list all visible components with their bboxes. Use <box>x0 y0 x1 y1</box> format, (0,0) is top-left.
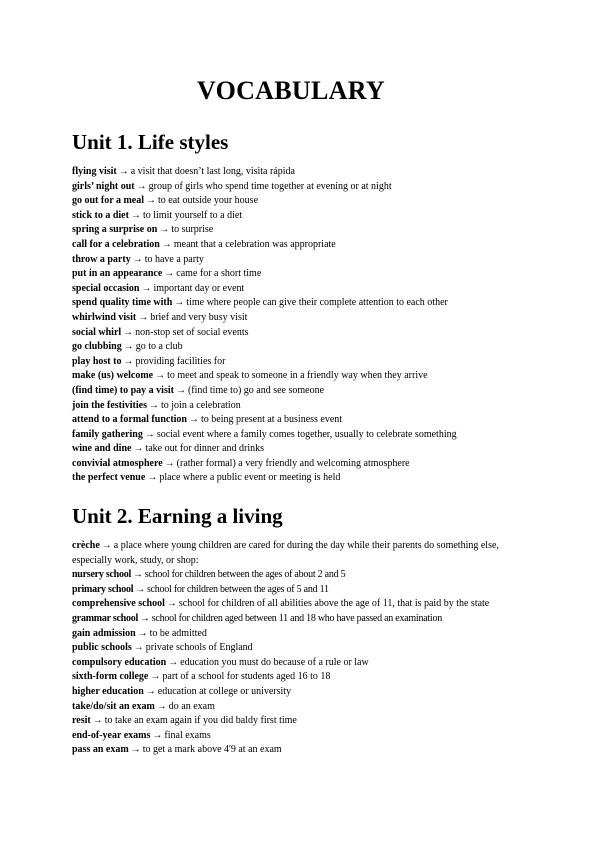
arrow-icon: → <box>135 583 145 595</box>
vocabulary-term: go out for a meal <box>72 195 145 207</box>
vocabulary-term: public schools <box>72 642 132 654</box>
vocabulary-term: spend quality time with <box>72 297 173 309</box>
vocabulary-entry <box>72 355 510 370</box>
vocabulary-definition: social event where a family comes together, usually to celebrate something <box>156 428 457 440</box>
vocabulary-definition: important day or event <box>153 282 245 294</box>
vocabulary-entry <box>72 471 510 486</box>
vocabulary-entry <box>72 165 510 180</box>
vocabulary-definition: place where a public event or meeting is held <box>159 472 341 484</box>
vocabulary-definition: to have a party <box>144 253 204 265</box>
vocabulary-entry <box>72 641 510 656</box>
arrow-icon: → <box>92 715 103 727</box>
vocabulary-entry <box>72 428 510 443</box>
vocabulary-term: primary school <box>72 583 134 595</box>
vocabulary-term: flying visit <box>72 166 117 177</box>
vocabulary-entry <box>72 413 510 428</box>
arrow-icon: → <box>146 195 157 207</box>
arrow-icon: → <box>141 282 152 294</box>
vocabulary-definition: go to a club <box>135 341 183 353</box>
arrow-icon: → <box>130 744 141 756</box>
arrow-icon: → <box>133 443 144 455</box>
vocabulary-definition: school for children between the ages of about 2 and 5 <box>144 569 346 581</box>
arrow-icon: → <box>164 457 175 469</box>
unit-section <box>72 504 510 758</box>
vocabulary-term: stick to a diet <box>72 209 129 221</box>
vocabulary-entry <box>72 442 510 457</box>
vocabulary-entry <box>72 670 510 685</box>
arrow-icon: → <box>145 686 156 697</box>
vocabulary-term: compulsory education <box>72 656 167 668</box>
vocabulary-definition: part of a school for students aged 16 to 18 <box>162 671 331 683</box>
vocabulary-term: comprehensive school <box>72 598 165 610</box>
vocabulary-definition: to join a celebration <box>161 399 241 411</box>
arrow-icon: → <box>147 472 158 484</box>
vocabulary-definition: to surprise <box>171 224 214 236</box>
vocabulary-definition: to meet and speak to someone in a friendly way when they arrive <box>167 370 428 382</box>
vocabulary-definition: private schools of England <box>145 642 253 654</box>
vocabulary-entry <box>72 384 510 399</box>
vocabulary-entry <box>72 311 510 326</box>
vocabulary-definition: final exams <box>164 729 211 741</box>
vocabulary-definition: take out for dinner and drinks <box>145 443 265 455</box>
vocabulary-term: nursery school <box>72 569 131 581</box>
vocabulary-entry <box>72 743 510 758</box>
vocabulary-definition: school for children of all abilities above the age of 11, that is paid by the state <box>178 598 490 610</box>
vocabulary-entry <box>72 729 510 744</box>
arrow-icon: → <box>138 311 149 323</box>
vocabulary-term: higher education <box>72 686 144 697</box>
vocabulary-term: make (us) welcome <box>72 370 154 382</box>
unit-section <box>72 130 510 486</box>
vocabulary-term: social whirl <box>72 326 122 338</box>
unit-heading: Unit 1. Life styles <box>72 130 229 154</box>
vocabulary-entry <box>72 568 510 583</box>
arrow-icon: → <box>156 700 167 712</box>
vocabulary-term: resit <box>72 715 91 727</box>
vocabulary-definition: to being present at a business event <box>201 414 343 426</box>
vocabulary-entry <box>72 457 510 472</box>
vocabulary-term: (find time) to pay a visit <box>72 384 174 396</box>
vocabulary-term: wine and dine <box>72 443 132 455</box>
vocabulary-definition: a visit that doesn’t last long, visita rápida <box>130 166 295 177</box>
arrow-icon: → <box>144 428 155 440</box>
vocabulary-definition: time where people can give their complete attention to each other <box>186 297 448 309</box>
vocabulary-definition: brief and very busy visit <box>150 311 248 323</box>
vocabulary-definition: to be admitted <box>149 627 207 639</box>
vocabulary-list <box>72 539 510 758</box>
page-title: VOCABULARY <box>197 76 385 105</box>
arrow-icon: → <box>133 569 143 581</box>
vocabulary-entry <box>72 194 510 209</box>
vocabulary-entry <box>72 685 510 700</box>
arrow-icon: → <box>118 166 129 177</box>
vocabulary-entry <box>72 296 510 311</box>
vocabulary-term: grammar school <box>72 613 139 625</box>
arrow-icon: → <box>150 671 161 683</box>
vocabulary-definition: non-stop set of social events <box>135 326 249 338</box>
vocabulary-entry <box>72 583 510 598</box>
vocabulary-term: sixth-form college <box>72 671 149 683</box>
vocabulary-term: gain admission <box>72 627 136 639</box>
vocabulary-definition: school for children aged between 11 and 18 who have passed an examination <box>151 613 442 625</box>
arrow-icon: → <box>132 253 143 265</box>
vocabulary-term: the perfect venue <box>72 472 146 484</box>
arrow-icon: → <box>161 238 172 250</box>
vocabulary-term: girls’ night out <box>72 180 135 192</box>
vocabulary-entry <box>72 369 510 384</box>
vocabulary-entry <box>72 223 510 238</box>
vocabulary-term: whirlwind visit <box>72 311 137 323</box>
vocabulary-entry <box>72 656 510 671</box>
arrow-icon: → <box>175 384 186 396</box>
vocabulary-definition: education you must do because of a rule or law <box>180 656 369 668</box>
vocabulary-entry <box>72 399 510 414</box>
vocabulary-definition: school for children between the ages of 5 and 11 <box>146 583 329 595</box>
vocabulary-definition: do an exam <box>168 700 215 712</box>
vocabulary-definition: providing facilities for <box>135 355 226 367</box>
arrow-icon: → <box>168 656 179 668</box>
arrow-icon: → <box>174 297 185 309</box>
vocabulary-entry <box>72 267 510 282</box>
vocabulary-definition: (find time to) go and see someone <box>187 384 325 396</box>
vocabulary-entry <box>72 253 510 268</box>
vocabulary-entry <box>72 539 510 568</box>
vocabulary-entry <box>72 714 510 729</box>
vocabulary-definition: group of girls who spend time together at evening or at night <box>148 180 392 192</box>
arrow-icon: → <box>159 224 170 236</box>
vocabulary-definition: meant that a celebration was appropriate <box>173 238 336 250</box>
vocabulary-entry <box>72 340 510 355</box>
arrow-icon: → <box>130 209 141 221</box>
arrow-icon: → <box>140 613 150 625</box>
arrow-icon: → <box>123 355 134 367</box>
vocabulary-term: convivial atmosphere <box>72 457 163 469</box>
arrow-icon: → <box>133 642 144 654</box>
vocabulary-definition: a place where young children are cared for during the day while their parents do something else, especially work, study, or shop: <box>72 540 499 566</box>
arrow-icon: → <box>123 326 134 338</box>
vocabulary-entry <box>72 209 510 224</box>
vocabulary-entry <box>72 282 510 297</box>
arrow-icon: → <box>101 540 112 552</box>
arrow-icon: → <box>164 268 175 280</box>
vocabulary-term: call for a celebration <box>72 238 160 250</box>
arrow-icon: → <box>137 627 148 639</box>
vocabulary-entry <box>72 597 510 612</box>
vocabulary-definition: came for a short time <box>176 268 262 280</box>
vocabulary-sections <box>72 130 510 758</box>
vocabulary-term: end-of-year exams <box>72 729 151 741</box>
vocabulary-term: family gathering <box>72 428 143 440</box>
arrow-icon: → <box>152 729 163 741</box>
vocabulary-term: spring a surprise on <box>72 224 158 236</box>
vocabulary-term: put in an appearance <box>72 268 163 280</box>
vocabulary-entry <box>72 238 510 253</box>
vocabulary-definition: to take an exam again if you did baldy first time <box>104 715 297 727</box>
vocabulary-list <box>72 165 510 486</box>
vocabulary-definition: (rather formal) a very friendly and welcoming atmosphere <box>176 457 410 469</box>
vocabulary-term: special occasion <box>72 282 140 294</box>
vocabulary-entry <box>72 180 510 195</box>
vocabulary-term: crèche <box>72 540 100 552</box>
vocabulary-definition: to get a mark above 4'9 at an exam <box>142 744 282 756</box>
vocabulary-term: attend to a formal function <box>72 414 187 426</box>
arrow-icon: → <box>123 341 134 353</box>
vocabulary-entry <box>72 612 510 627</box>
vocabulary-definition: education at college or university <box>157 686 292 697</box>
arrow-icon: → <box>136 180 147 192</box>
vocabulary-entry <box>72 326 510 341</box>
vocabulary-term: throw a party <box>72 253 131 265</box>
vocabulary-definition: to limit yourself to a diet <box>142 209 243 221</box>
unit-heading: Unit 2. Earning a living <box>72 504 283 529</box>
vocabulary-entry <box>72 627 510 642</box>
vocabulary-entry <box>72 700 510 715</box>
arrow-icon: → <box>189 414 199 426</box>
arrow-icon: → <box>149 399 159 411</box>
vocabulary-term: join the festivities <box>72 399 147 411</box>
vocabulary-term: go clubbing <box>72 341 122 353</box>
arrow-icon: → <box>166 598 177 610</box>
vocabulary-term: pass an exam <box>72 744 129 756</box>
vocabulary-term: take/do/sit an exam <box>72 700 155 712</box>
arrow-icon: → <box>155 370 166 382</box>
vocabulary-term: play host to <box>72 355 122 367</box>
vocabulary-definition: to eat outside your house <box>158 195 259 207</box>
